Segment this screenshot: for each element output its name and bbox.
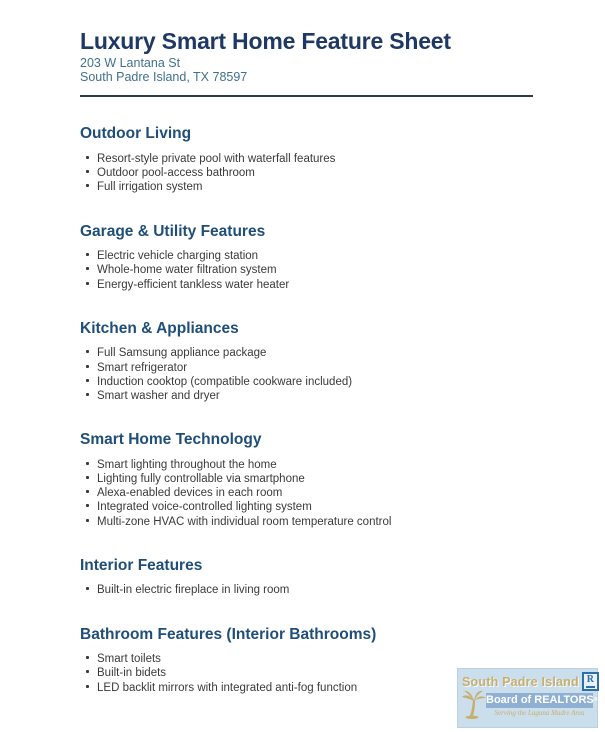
feature-section [80,125,533,194]
page-title: Luxury Smart Home Feature Sheet [80,28,451,54]
section-heading: Smart Home Technology [80,431,262,449]
feature-item-text: Built-in bidets [97,667,167,680]
feature-item-text: Smart refrigerator [97,361,188,374]
bullet-icon [86,184,89,187]
feature-item-text: Electric vehicle charging station [97,250,259,263]
feature-item-text: Full Samsung appliance package [97,347,267,360]
bullet-icon [86,519,89,522]
section-heading: Kitchen & Appliances [80,319,239,337]
feature-item-text: Integrated voice-controlled lighting system [97,501,312,514]
logo-tagline: Serving the Laguna Madre Area [494,709,585,717]
bullet-icon [86,267,89,270]
feature-item-text: Energy-efficient tankless water heater [97,278,290,291]
feature-item-text: LED backlit mirrors with integrated anti-fog function [97,681,358,694]
feature-item [86,472,533,486]
feature-item [86,361,533,375]
feature-item [86,652,533,666]
bullet-icon [86,685,89,688]
section-heading: Garage & Utility Features [80,222,266,240]
document-header [80,28,533,97]
address-line-1: 203 W Lantana St [80,56,181,71]
feature-item [86,278,533,292]
feature-item-text: Built-in electric fireplace in living room [97,584,290,597]
section-heading: Outdoor Living [80,125,192,143]
registered-mark: ® [593,697,598,703]
bullet-icon [86,462,89,465]
bullet-icon [86,156,89,159]
feature-list [80,249,533,292]
feature-section [80,223,533,292]
bullet-icon [86,670,89,673]
feature-item-text: Lighting fully controllable via smartphone [97,473,305,486]
sections [80,125,533,694]
palm-tree-icon [462,689,486,724]
logo-bottom-row [462,693,598,724]
feature-item [86,346,533,360]
header-divider [80,95,533,97]
feature-item-text: Smart toilets [97,653,161,666]
feature-list [80,346,533,403]
section-heading: Bathroom Features (Interior Bathrooms) [80,625,377,643]
logo-org-text: Board of REALTORS [486,694,594,706]
feature-item [86,249,533,263]
bullet-icon [86,656,89,659]
address-line-2: South Padre Island, TX 78597 [80,69,248,84]
feature-list [80,583,533,597]
feature-item [86,389,533,403]
feature-section [80,557,533,598]
feature-item-text: Whole-home water filtration system [97,264,277,277]
bullet-icon [86,253,89,256]
logo-org-strip [486,693,598,708]
feature-item [86,375,533,389]
bullet-icon [86,476,89,479]
feature-item-text: Smart washer and dryer [97,390,220,403]
feature-list [80,458,533,529]
feature-item-text: Outdoor pool-access bathroom [97,167,255,180]
bullet-icon [86,504,89,507]
bullet-icon [86,393,89,396]
bullet-icon [86,587,89,590]
feature-item-text: Alexa-enabled devices in each room [97,487,283,500]
feature-item [86,166,533,180]
feature-item-text: Multi-zone HVAC with individual room temperature control [97,515,392,528]
feature-item [86,152,533,166]
feature-item-text: Smart lighting throughout the home [97,458,277,471]
feature-section [80,431,533,529]
feature-item [86,180,533,194]
feature-item [86,458,533,472]
logo-city-text: South Padre Island [462,674,579,689]
property-address [80,57,533,84]
bullet-icon [86,350,89,353]
feature-item-text: Resort-style private pool with waterfall features [97,153,336,166]
bullet-icon [86,170,89,173]
feature-item [86,583,533,597]
feature-item [86,515,533,529]
feature-item [86,486,533,500]
bullet-icon [86,490,89,493]
feature-item [86,500,533,514]
bullet-icon [86,365,89,368]
feature-item-text: Full irrigation system [97,181,203,194]
feature-item [86,263,533,277]
bullet-icon [86,282,89,285]
feature-item-text: Induction cooktop (compatible cookware included) [97,375,353,388]
feature-section [80,320,533,403]
bullet-icon [86,379,89,382]
realtor-r-icon: R [582,672,599,691]
section-heading: Interior Features [80,556,203,574]
board-of-realtors-logo [457,668,598,728]
feature-list [80,152,533,195]
